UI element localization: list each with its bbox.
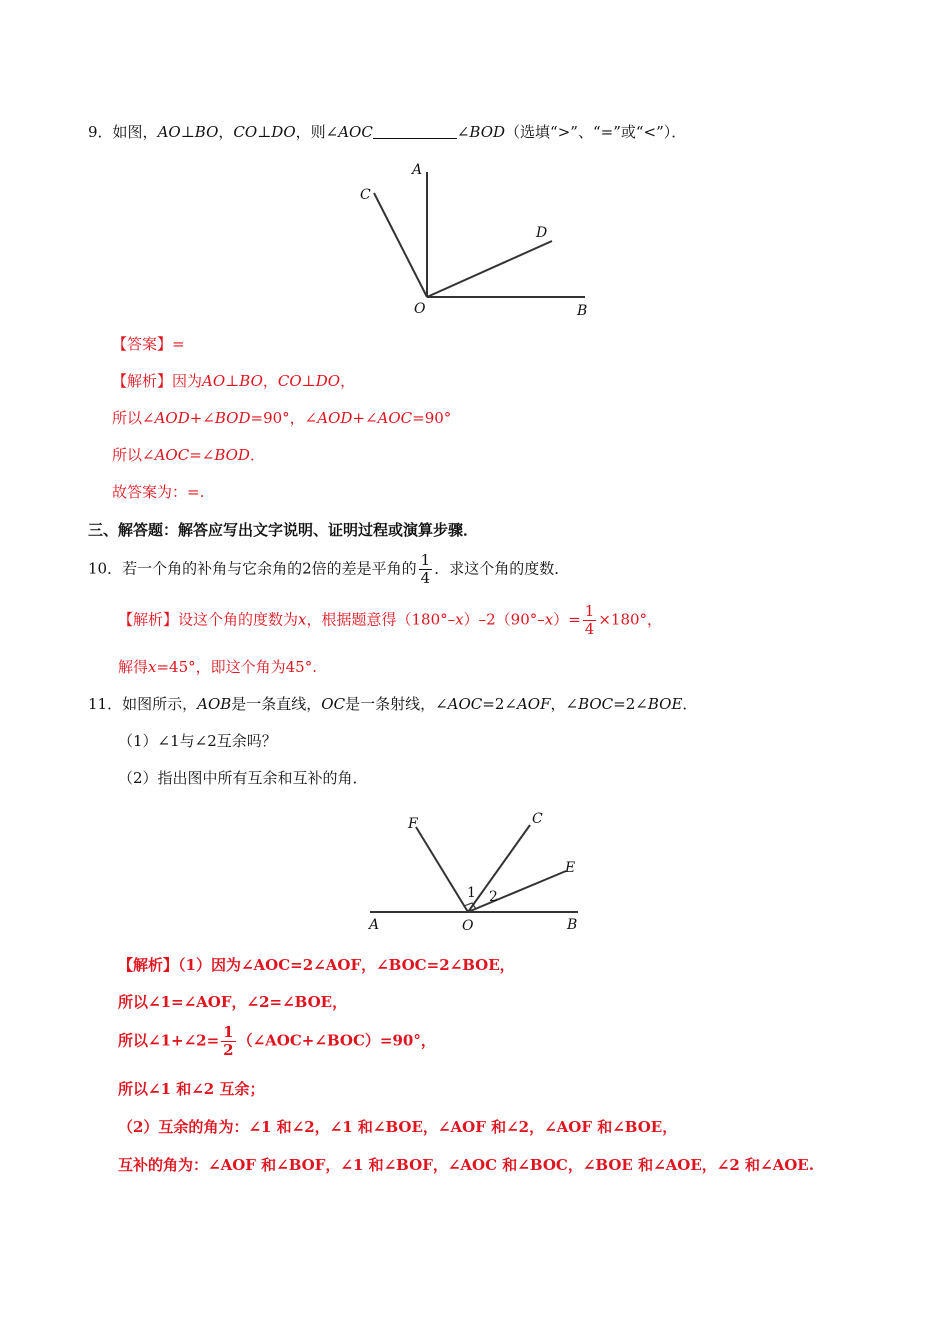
label-angle-2: 2 [489,889,498,905]
label-b: B [567,917,578,933]
label-c: C [532,811,543,827]
fraction: $\frac{1}{4}$ [420,551,431,587]
label-o: O [462,918,474,934]
q11-analysis-line-6: 互补的角为：∠AOF 和∠BOF，∠1 和∠BOF，∠AOC 和∠BOC，∠BOE 和∠AOE，∠2 和∠AOE. [118,1156,814,1174]
fraction: $\frac{1}{2}$ [223,1023,234,1059]
q11-analysis-line-4: 所以∠1 和∠2 互余； [118,1080,265,1098]
analysis-tag: 【解析】 [118,956,179,974]
fraction: $\frac{1}{4}$ [584,602,595,638]
q11-number: 11． [88,695,123,713]
q10-question: 10．若一个角的补角与它余角的2倍的差是平角的 $\frac{1}{4}$ ．求这个角的度数． [88,551,570,587]
q11-subquestion-2: （2）指出图中所有互余和互补的角． [118,769,368,787]
q9-analysis-line-4: 故答案为：=. [112,483,205,501]
q9-analysis-line-2: 所以∠AOD+∠BOD=90°，∠AOD+∠AOC=90° [112,409,452,427]
q11-analysis-line-3: 所以∠1+∠2= $\frac{1}{2}$ （∠AOC+∠BOC）=90°， [118,1023,436,1059]
label-angle-1: 1 [467,885,476,901]
q9-question: 9．如图，AO⊥BO，CO⊥DO，则∠AOC ∠BOD（选填“>”、“=”或“<”）． [88,123,687,141]
label-o: O [414,301,426,317]
q11-figure [360,805,590,935]
q9-number: 9． [88,123,113,141]
label-b: B [577,303,588,319]
answer-tag: 【答案】 [112,335,173,353]
label-e: E [565,860,576,876]
q11-analysis-line-1: 【解析】（1）因为∠AOC=2∠AOF，∠BOC=2∠BOE， [118,956,515,974]
analysis-tag: 【解析】 [118,610,179,629]
q11-analysis-line-5: （2）互余的角为：∠1 和∠2，∠1 和∠BOE，∠AOF 和∠2，∠AOF 和∠BOE， [118,1118,678,1136]
q10-number: 10． [88,559,123,578]
q10-analysis-line-2: 解得x=45°，即这个角为45°. [118,658,317,676]
section-heading: 三、解答题：解答应写出文字说明、证明过程或演算步骤． [88,521,479,539]
ray-oc [374,193,427,297]
label-d: D [536,225,548,241]
q11-question: 11．如图所示，AOB是一条直线，OC是一条射线，∠AOC=2∠AOF，∠BOC=2∠BOE． [88,695,698,713]
label-c: C [360,187,371,203]
label-a: A [412,162,423,178]
q11-analysis-line-2: 所以∠1=∠AOF，∠2=∠BOE， [118,993,348,1011]
q11-subquestion-1: （1）∠1与∠2互余吗？ [118,732,277,750]
ray-of [416,827,468,912]
q9-figure [350,155,600,325]
q9-analysis-line-1: 【解析】因为AO⊥BO，CO⊥DO， [112,372,356,390]
analysis-tag: 【解析】 [112,372,173,390]
q9-analysis-line-3: 所以∠AOC=∠BOD． [112,446,265,464]
label-f: F [408,816,418,832]
label-a: A [369,917,380,933]
q10-analysis-line-1: 【解析】设这个角的度数为x，根据题意得（180°–x）–2（90°–x）= $\frac{1}{4}$ ×180°， [118,602,663,638]
q9-answer: 【答案】= [112,335,185,353]
answer-blank [373,124,457,139]
ray-od [427,241,552,297]
